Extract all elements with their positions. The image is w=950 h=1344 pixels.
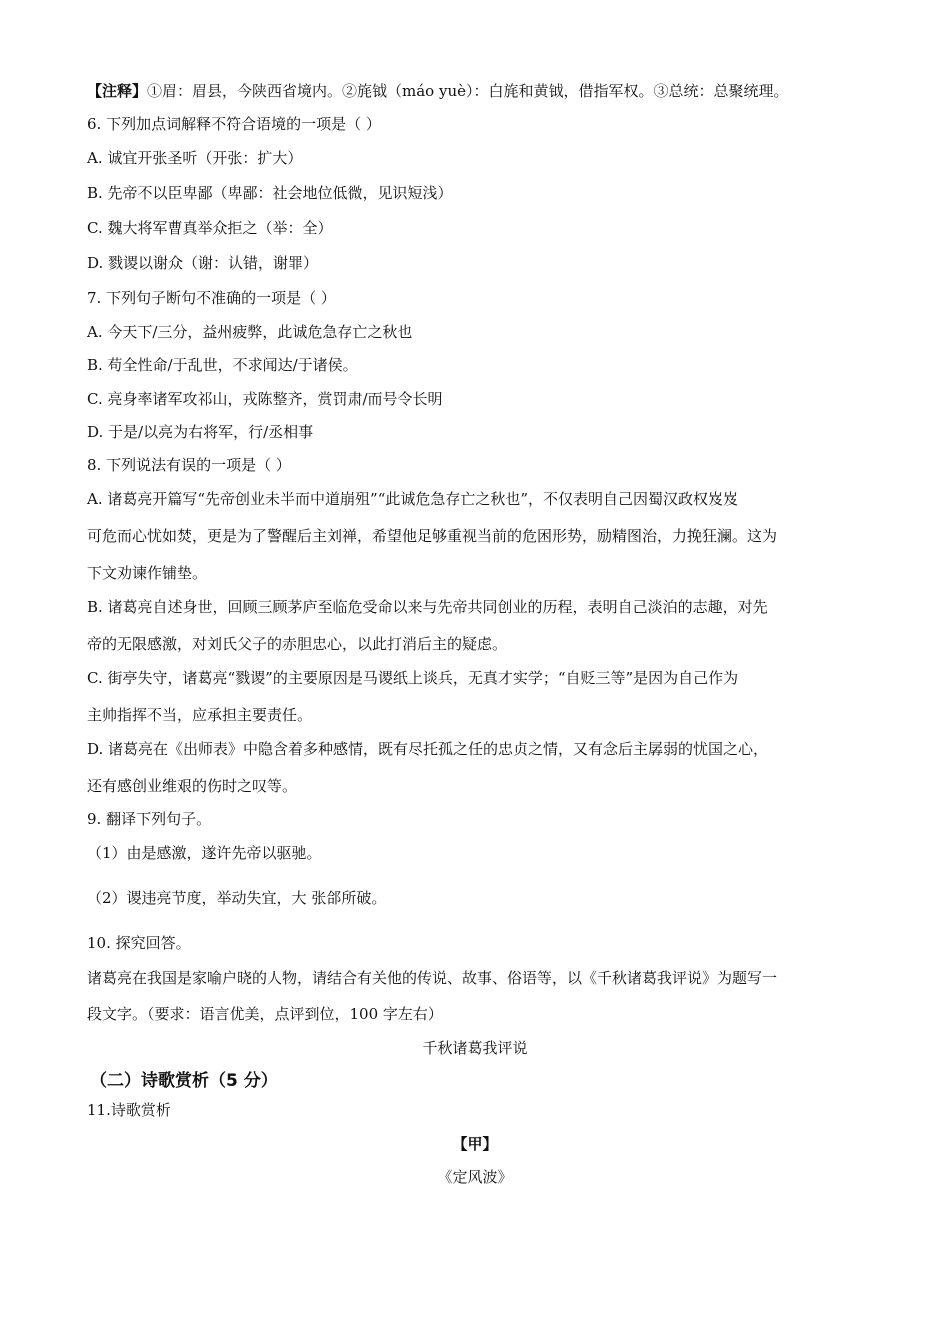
q9-stem: 9. 翻译下列句子。: [87, 810, 212, 828]
q8-option-b-line2: 帝的无限感激，对刘氏父子的赤胆忠心，以此打消后主的疑虑。: [87, 635, 508, 653]
q9-item-2: （2）谡违亮节度，举动失宜，大 张郃所破。: [87, 889, 387, 907]
note-text: ①眉：眉县，今陕西省境内。②旄钺（máo yuè）：白旄和黄钺，借指军权。③总统：总聚统理。: [147, 82, 789, 100]
q9-item-1: （1）由是感激，遂许先帝以驱驰。: [87, 844, 322, 862]
q10-essay-title: 千秋诸葛我评说: [422, 1039, 528, 1057]
q6-option-c: C. 魏大将军曹真举众拒之（举：全）: [87, 219, 333, 237]
q7-option-d: D. 于是/以亮为右将军，行/丞相事: [87, 423, 314, 441]
note-line: [87, 80, 877, 102]
q6-option-a: A. 诚宜开张圣听（开张：扩大）: [87, 149, 303, 167]
q10-stem: 10. 探究回答。: [87, 934, 191, 952]
q7-option-b: B. 苟全性命/于乱世，不求闻达/于诸侯。: [87, 356, 358, 374]
q8-option-a-line2: 可危而心忧如焚，更是为了警醒后主刘禅，希望他足够重视当前的危困形势，励精图治，力挽狂澜。这为: [87, 527, 778, 545]
q8-option-c-line2: 主帅指挥不当，应承担主要责任。: [87, 706, 313, 724]
q6-option-b: B. 先帝不以臣卑鄙（卑鄙：社会地位低微，见识短浅）: [87, 184, 453, 202]
q8-option-a-line1: A. 诸葛亮开篇写“先帝创业未半而中道崩殂”“此诚危急存亡之秋也”，不仅表明自己因蜀汉政权岌岌: [87, 490, 739, 508]
q10-prompt-line2: 段文字。（要求：语言优美，点评到位，100 字左右）: [87, 1005, 443, 1023]
q8-stem: 8. 下列说法有误的一项是（ ）: [87, 456, 291, 474]
q10-prompt-line1: 诸葛亮在我国是家喻户晓的人物，请结合有关他的传说、故事、俗语等，以《千秋诸葛我评说》为题写一: [87, 969, 778, 987]
section-heading: （二）诗歌赏析（5 分）: [90, 1071, 278, 1091]
q8-option-c-line1: C. 街亭失守，诸葛亮“戮谡”的主要原因是马谡纸上谈兵，无真才实学；“自贬三等”是因为自己作为: [87, 669, 739, 687]
q7-stem: 7. 下列句子断句不准确的一项是（ ）: [87, 289, 336, 307]
poem-title: 《定风波》: [437, 1168, 513, 1186]
q6-option-d: D. 戮谡以谢众（谢：认错，谢罪）: [87, 254, 319, 272]
q8-option-b-line1: B. 诸葛亮自述身世，回顾三顾茅庐至临危受命以来与先帝共同创业的历程，表明自己淡泊的志趣，对先: [87, 598, 768, 616]
q11-stem: 11.诗歌赏析: [87, 1101, 171, 1119]
q6-stem: 6. 下列加点词解释不符合语境的一项是（ ）: [87, 115, 381, 133]
q7-option-a: A. 今天下/三分，益州疲弊，此诚危急存亡之秋也: [87, 323, 413, 341]
note-label: 【注释】: [87, 82, 148, 100]
q8-option-d-line2: 还有感创业维艰的伤时之叹等。: [87, 777, 298, 795]
q8-option-a-line3: 下文劝谏作铺垫。: [87, 564, 208, 582]
poem-label: 【甲】: [452, 1135, 498, 1153]
q7-option-c: C. 亮身率诸军攻祁山，戎陈整齐，赏罚肃/而号令长明: [87, 390, 443, 408]
q8-option-d-line1: D. 诸葛亮在《出师表》中隐含着多种感情，既有尽托孤之任的忠贞之情，又有念后主孱弱的忧国之心，: [87, 740, 769, 758]
